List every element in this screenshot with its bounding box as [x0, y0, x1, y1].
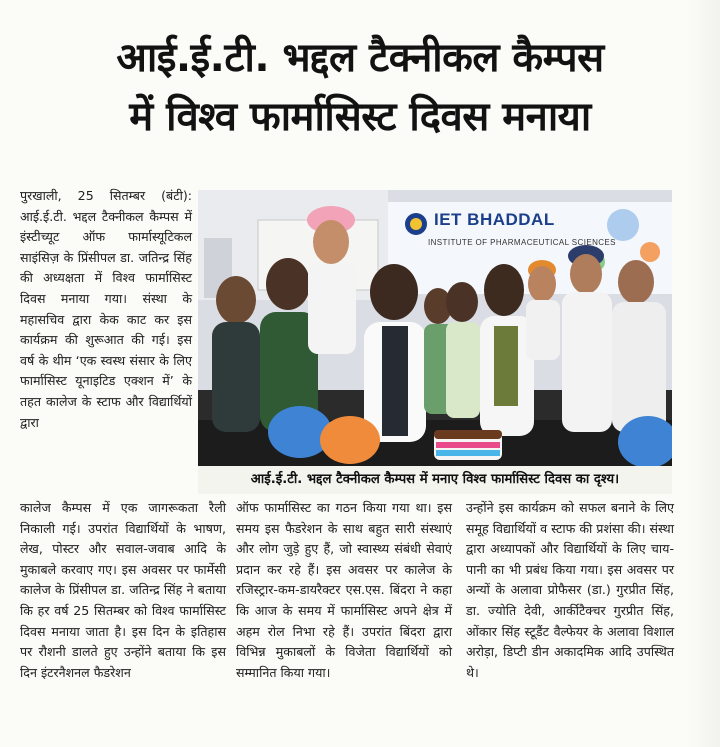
- headline-line-1: आई.ई.टी. भद्दल टैक्नीकल कैम्पस: [116, 35, 604, 81]
- body-column-2: [236, 498, 452, 683]
- headline-line-2: में विश्व फार्मासिस्ट दिवस मनाया: [129, 94, 591, 140]
- photo-caption: आई.ई.टी. भद्दल टैक्नीकल कैम्पस में मनाए विश्व फार्मासिस्ट दिवस का दृश्य।: [198, 466, 672, 494]
- body-paragraph-1: कालेज कैम्पस में एक जागरूकता रैली निकाली गई। उपरांत विद्यार्थियों के भाषण, लेख, पोस्टर और सवाल-जवाब आदि के मुकाबले करवाए गए। इस अवसर पर फार्मेसी कालेज के प्रिंसीपल डा. जतिन्द्र सिंह ने बताया कि हर वर्ष 25 सितम्बर को विश्व फार्मासिस्ट दिवस मनाया जाता है। इस दिन के इतिहास पर रौशनी डालते हुए उन्होंने बताया कि इस दिन इंटरनैशनल फैडरेशन: [20, 500, 226, 680]
- lead-column: [20, 186, 192, 433]
- body-paragraph-3: उन्होंने इस कार्यक्रम को सफल बनाने के लिए समूह विद्यार्थियों व स्टाफ की प्रशंसा की। संस्था द्वारा अध्यापकों और विद्यार्थियों के लिए चाय-पानी का भी प्रबंध किया गया। इस अवसर पर अन्यों के अलावा प्रोफैसर (डा.) गुरप्रीत सिंह, डा. ज्योति देवी, आर्कीटैक्चर गुरप्रीत सिंह, ओंकार सिंह स्टूडैंट वैल्फेयर के अलावा विशाल अरोड़ा, डिप्टी डीन अकादमिक आदि उपस्थित थे।: [466, 500, 674, 680]
- lead-paragraph: पुरखाली, 25 सितम्बर (बंटी): आई.ई.टी. भद्दल टैक्नीकल कैम्पस में इंस्टीच्यूट ऑफ फार्मास्यूटिकल साइंसिज़ के प्रिंसीपल डा. जतिन्द्र सिंह की अध्यक्षता में विश्व फार्मासिस्ट दिवस मनाया गया। संस्था के महासचिव द्वारा केक काट कर इस कार्यक्रम की शुरूआत की गई। इस वर्ष के थीम ‘एक स्वस्थ संसार के लिए फार्मासिस्ट यूनाइटिड एक्शन में’ के तहत कालेज के स्टाफ और विद्यार्थियों द्वारा: [20, 188, 192, 430]
- banner-subtitle: INSTITUTE OF PHARMACEUTICAL SCIENCES: [428, 238, 616, 247]
- body-column-1: [20, 498, 226, 683]
- body-paragraph-2: ऑफ फार्मासिस्ट का गठन किया गया था। इस समय इस फैडरेशन के साथ बहुत सारी संस्थाएं और लोग जुड़े हुए हैं, जो स्वास्थ्य संबंधी सेवाएं प्रदान कर रहे हैं। इस अवसर पर कालेज के रजिस्ट्रार-कम-डायरैक्टर एस.एस. बिंदरा ने कहा कि आज के समय में फार्मासिस्ट अपने क्षेत्र में अहम रोल निभा रहे हैं। उपरांत बिंदरा द्वारा विभिन्न मुकाबलों के विजेता विद्यार्थियों को सम्मानित किया गया।: [236, 500, 452, 680]
- page-edge-shadow: [686, 0, 720, 747]
- banner-title: IET BHADDAL: [434, 210, 555, 229]
- body-column-3: [466, 498, 674, 683]
- event-photo: [198, 190, 672, 466]
- headline: [0, 28, 720, 146]
- event-photo-illustration: [198, 190, 672, 466]
